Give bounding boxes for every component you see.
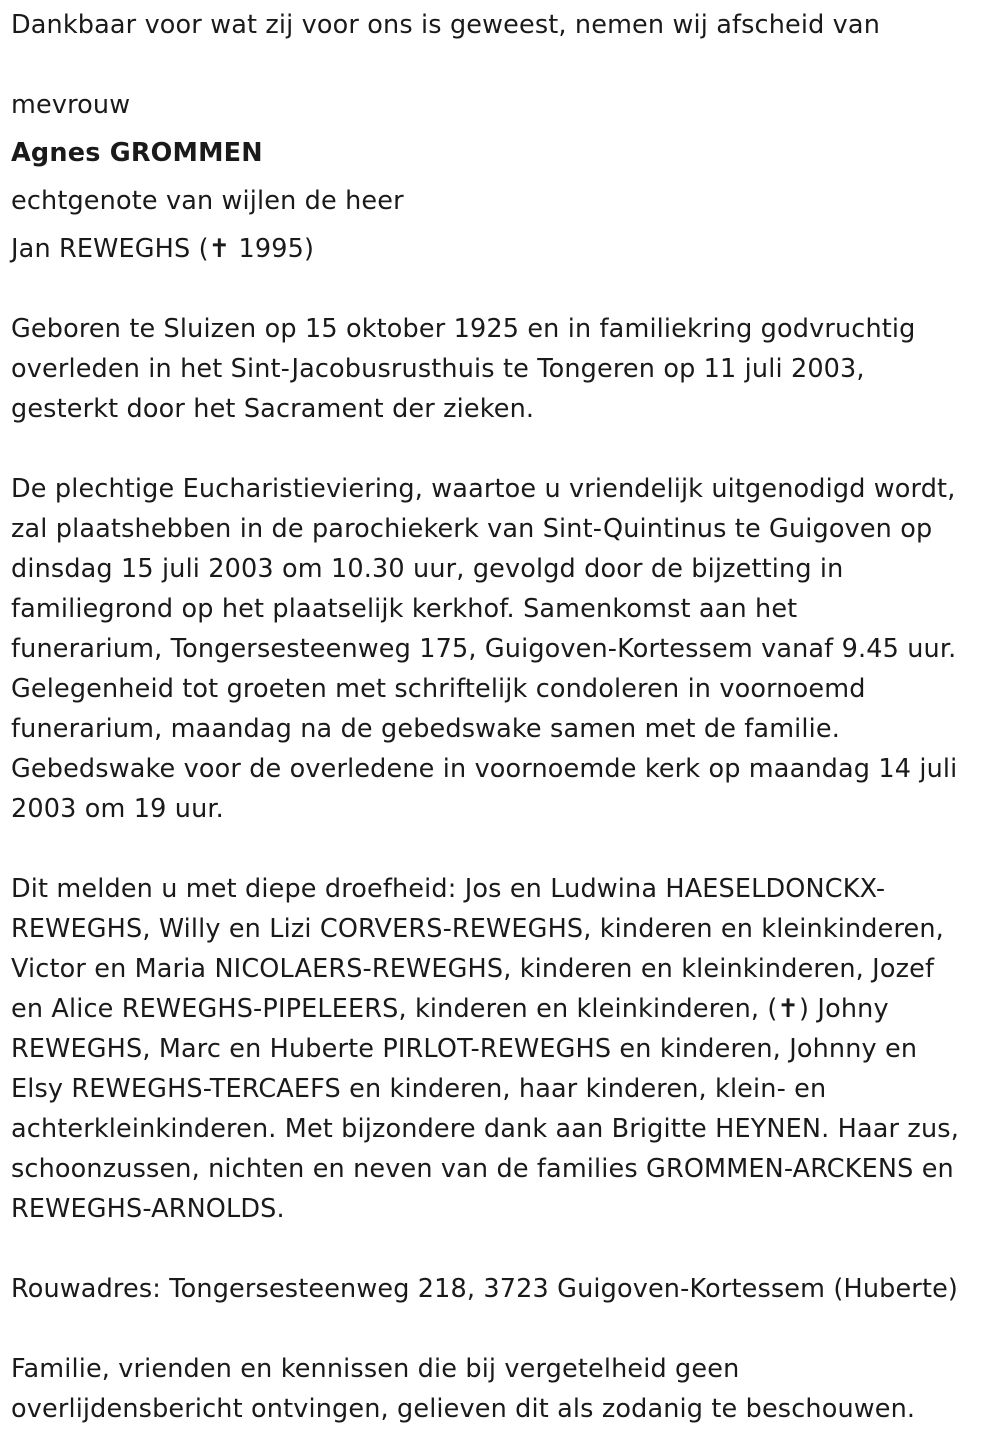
paragraph-line: REWEGHS-ARNOLDS. [11, 1194, 285, 1224]
paragraph-line: achterkleinkinderen. Met bijzondere dank aan Brigitte HEYNEN. Haar zus, [11, 1114, 959, 1144]
paragraph-line: Gebedswake voor de overledene in voornoemde kerk op maandag 14 juli [11, 754, 958, 784]
birth-death-paragraph [11, 309, 996, 429]
ceremony-paragraph [11, 469, 996, 829]
paragraph-line: en Alice REWEGHS-PIPELEERS, kinderen en kleinkinderen, (✝) Johny [11, 994, 889, 1024]
paragraph-line: De plechtige Eucharistieviering, waartoe u vriendelijk uitgenodigd wordt, [11, 474, 956, 504]
spacer [11, 1229, 996, 1269]
paragraph-line: Familie, vrienden en kennissen die bij vergetelheid geen [11, 1354, 740, 1384]
paragraph-line: REWEGHS, Marc en Huberte PIRLOT-REWEGHS en kinderen, Johnny en [11, 1034, 918, 1064]
paragraph-line: schoonzussen, nichten en neven van de families GROMMEN-ARCKENS en [11, 1154, 954, 1184]
paragraph-line: familiegrond op het plaatselijk kerkhof. Samenkomst aan het [11, 594, 798, 624]
spacer [11, 829, 996, 869]
paragraph-line: 2003 om 19 uur. [11, 794, 224, 824]
paragraph-line: Geboren te Sluizen op 15 oktober 1925 en in familiekring godvruchtig [11, 314, 916, 344]
paragraph-line: Gelegenheid tot groeten met schriftelijk condoleren in voornoemd [11, 674, 866, 704]
mourning-address: Rouwadres: Tongersesteenweg 218, 3723 Guigoven-Kortessem (Huberte) [11, 1274, 959, 1304]
spacer [11, 269, 996, 309]
paragraph-line: funerarium, Tongersesteenweg 175, Guigoven-Kortessem vanaf 9.45 uur. [11, 634, 957, 664]
spouse-name: Jan REWEGHS (✝ 1995) [11, 234, 315, 264]
paragraph-line: Victor en Maria NICOLAERS-REWEGHS, kinderen en kleinkinderen, Jozef [11, 954, 935, 984]
paragraph-line: overlijdensbericht ontvingen, gelieven dit als zodanig te beschouwen. [11, 1394, 916, 1424]
paragraph-line: gesterkt door het Sacrament der zieken. [11, 394, 535, 424]
deceased-name: Agnes GROMMEN [11, 138, 263, 168]
spacer [11, 221, 996, 229]
paragraph-line: Dit melden u met diepe droefheid: Jos en Ludwina HAESELDONCKX- [11, 874, 886, 904]
spacer [11, 125, 996, 133]
family-paragraph [11, 869, 996, 1229]
paragraph-line: dinsdag 15 juli 2003 om 10.30 uur, gevolgd door de bijzetting in [11, 554, 844, 584]
death-notice [11, 0, 996, 1429]
spacer [11, 45, 996, 85]
spacer [11, 429, 996, 469]
relation-text: echtgenote van wijlen de heer [11, 186, 404, 216]
paragraph-line: REWEGHS, Willy en Lizi CORVERS-REWEGHS, kinderen en kleinkinderen, [11, 914, 944, 944]
honorific: mevrouw [11, 90, 131, 120]
intro-text: Dankbaar voor wat zij voor ons is geweest, nemen wij afscheid van [11, 10, 881, 40]
paragraph-line: zal plaatshebben in de parochiekerk van Sint-Quintinus te Guigoven op [11, 514, 933, 544]
closing-paragraph [11, 1349, 996, 1429]
spacer [11, 1309, 996, 1349]
paragraph-line: funerarium, maandag na de gebedswake samen met de familie. [11, 714, 840, 744]
paragraph-line: Elsy REWEGHS-TERCAEFS en kinderen, haar kinderen, klein- en [11, 1074, 827, 1104]
spacer [11, 173, 996, 181]
paragraph-line: overleden in het Sint-Jacobusrusthuis te Tongeren op 11 juli 2003, [11, 354, 865, 384]
